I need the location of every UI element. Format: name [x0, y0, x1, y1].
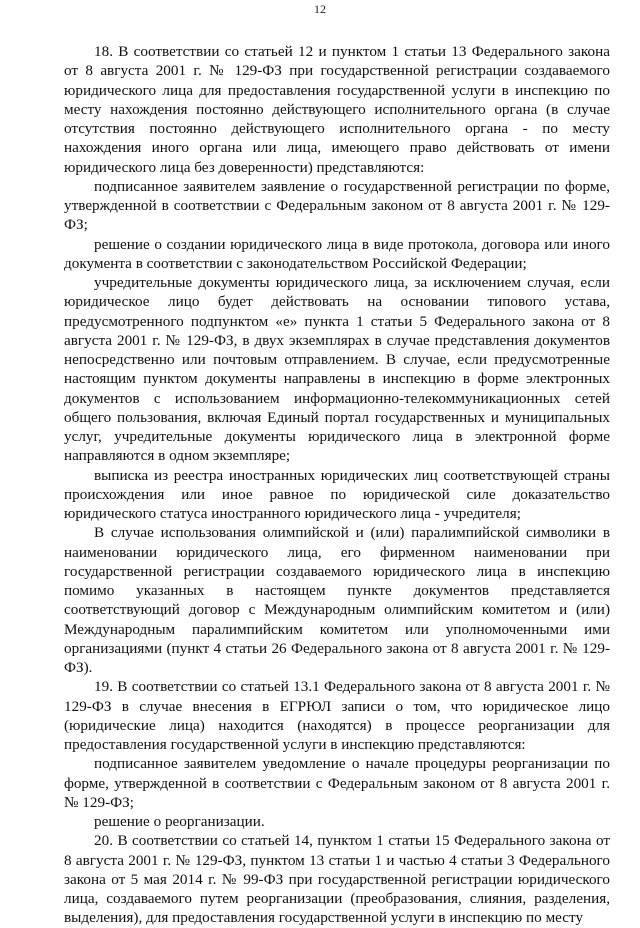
paragraph-decision: решение о создании юридического лица в виде протокола, договора или иного документа в соответствии с законодательством Российской Федерации; — [64, 235, 610, 272]
paragraph-item-18: 18. В соответствии со статьей 12 и пунктом 1 статьи 13 Федерального закона от 8 августа 2001 г. № 129-ФЗ при государственной регистрации создаваемого юридического лица для предоставления государственной услуги в инспекцию по месту нахождения постоянно действующего исполнительного органа (в случае отсутствия постоянно действующего исполнительного органа - по месту нахождения иного органа или лица, имеющего право действовать от имени юридического лица без доверенности) представляются: — [64, 43, 610, 176]
paragraph-item-20: 20. В соответствии со статьей 14, пунктом 1 статьи 15 Федерального закона от 8 августа 2001 г. № 129-ФЗ, пунктом 13 статьи 1 и частью 4 статьи 3 Федерального закона от 5 мая 2014 г. № 99-ФЗ при государственной регистрации юридического лица, создаваемого путем реорганизации (преобразования, слияния, разделения, выделения), для предоставления государственной услуги в инспекцию по месту — [64, 832, 610, 927]
paragraph-olympic-symbols: В случае использования олимпийской и (или) паралимпийской символики в наименовании юридического лица, его фирменном наименовании при государственной регистрации создаваемого юридического лица в инспекцию помимо указанных в настоящем пункте документов представляется соответствующий договор с Международным олимпийским комитетом и (или) Международным паралимпийским комитетом или уполномоченными ими организациями (пункт 4 статьи 26 Федерального закона от 8 августа 2001 г. № 129-ФЗ). — [64, 524, 610, 676]
paragraph-foreign-registry-extract: выписка из реестра иностранных юридических лиц соответствующей страны происхождения или иное равное по юридической силе доказательство юридического статуса иностранного юридического лица - учредителя; — [64, 466, 610, 522]
paragraph-founding-documents: учредительные документы юридического лица, за исключением случая, если юридическое лицо будет действовать на основании типового устава, предусмотренного подпунктом «е» пункта 1 статьи 5 Федерального закона от 8 августа 2001 г. № 129-ФЗ, в двух экземплярах в случае представления документов непосредственно или почтовым отправлением. В случае, если предусмотренные настоящим пунктом документы направлены в инспекцию в форме электронных документов с использованием информационно-телекоммуникационных сетей общего пользования, включая Единый портал государственных и муниципальных услуг, учредительные документы юридического лица в электронной форме направляются в одном экземпляре; — [64, 274, 610, 465]
document-body — [64, 42, 610, 928]
paragraph-application: подписанное заявителем заявление о государственной регистрации по форме, утвержденной в соответствии с Федеральным законом от 8 августа 2001 г. № 129-ФЗ; — [64, 177, 610, 234]
page-number: 12 — [314, 2, 326, 16]
paragraph-reorganization-decision: решение о реорганизации. — [94, 813, 265, 830]
paragraph-reorganization-notice: подписанное заявителем уведомление о начале процедуры реорганизации по форме, утвержденной в соответствии с Федеральным законом от 8 августа 2001 г. № 129-ФЗ; — [64, 755, 610, 811]
paragraph-item-19: 19. В соответствии со статьей 13.1 Федерального закона от 8 августа 2001 г. № 129-ФЗ в случае внесения в ЕГРЮЛ записи о том, что юридическое лицо (юридические лица) находится (находятся) в процессе реорганизации для предоставления государственной услуги в инспекцию представляются: — [64, 678, 610, 753]
